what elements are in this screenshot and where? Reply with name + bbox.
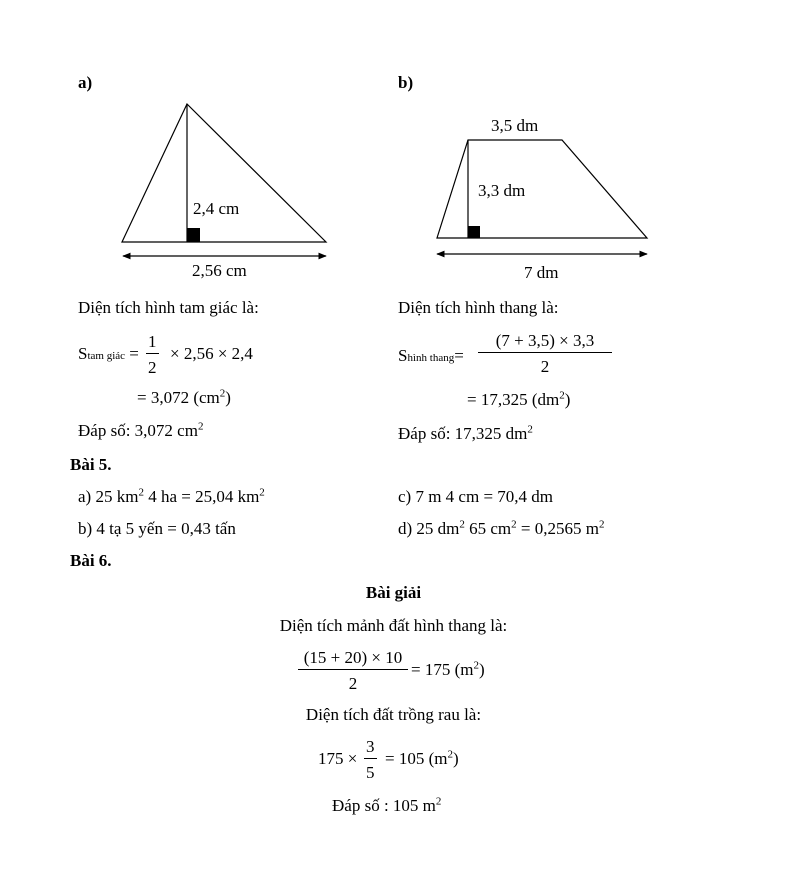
trapezoid-area-result [467, 391, 570, 408]
fraction-numerator: (7 + 3,5) × 3,3 [495, 331, 595, 350]
result-superscript: 2 [447, 748, 453, 761]
trapezoid-top-label: 3,5 dm [491, 116, 539, 135]
fraction-denominator: 2 [298, 669, 408, 692]
solution-fraction-1 [298, 649, 408, 692]
item-text: 4 ha = 25,04 km [143, 487, 260, 506]
item-superscript: 2 [138, 486, 144, 499]
result-text: = 17,325 (dm [467, 390, 560, 409]
result-superscript: 2 [473, 659, 479, 672]
result-text: = 3,072 (cm [137, 388, 220, 407]
formula-subscript: hình thang [407, 352, 455, 364]
item-superscript: 2 [259, 486, 265, 499]
triangle-formula-lhs [78, 345, 139, 362]
solution-result-2 [385, 750, 459, 767]
item-text: d) 25 dm [398, 519, 460, 538]
bai5-item-a [78, 488, 265, 505]
solution-fraction-2 [364, 738, 377, 781]
result-superscript: 2 [559, 389, 565, 402]
trapezoid-formula-lhs [398, 347, 464, 364]
triangle-answer [78, 422, 203, 439]
result-text: = 175 (m [411, 660, 474, 679]
triangle-figure [122, 104, 326, 256]
trapezoid-figure [437, 140, 647, 254]
result-close: ) [452, 749, 459, 768]
formula-equals: = [454, 346, 464, 365]
solution-line-2: Diện tích đất trồng rau là: [305, 705, 482, 724]
triangle-height-label: 2,4 cm [193, 199, 240, 218]
formula-equals: = [129, 344, 139, 363]
item-superscript: 2 [459, 518, 465, 531]
trapezoid-area-heading: Diện tích hình thang là: [398, 298, 559, 317]
part-a-label: a) [78, 73, 93, 92]
fraction-numerator: 1 [148, 332, 157, 351]
fraction-numerator: 3 [366, 737, 375, 756]
answer-text: Đáp số: 17,325 dm [398, 424, 528, 443]
fraction-denominator: 5 [364, 758, 377, 781]
result-close: ) [478, 660, 485, 679]
bai6-title: Bài 6. [70, 551, 112, 570]
item-superscript: 2 [598, 518, 605, 531]
result-superscript: 2 [219, 387, 226, 400]
solution-calc-2-pre: 175 × [318, 749, 358, 768]
fraction-denominator: 2 [146, 353, 159, 376]
item-text: a) 25 km [78, 487, 139, 506]
answer-text: Đáp số: 3,072 cm [78, 421, 198, 440]
item-superscript: 2 [511, 518, 517, 531]
fraction-denominator: 2 [478, 352, 612, 375]
triangle-base-label: 2,56 cm [192, 261, 247, 280]
trapezoid-formula-fraction [478, 332, 612, 375]
trapezoid-height-label: 3,3 dm [478, 181, 526, 200]
bai5-item-d [398, 520, 604, 537]
bai5-item-b: b) 4 tạ 5 yến = 0,43 tấn [78, 519, 236, 538]
formula-symbol: S [398, 346, 408, 365]
bai5-item-c: c) 7 m 4 cm = 70,4 dm [398, 487, 554, 506]
solution-line-1: Diện tích mảnh đất hình thang là: [279, 616, 508, 635]
result-close: ) [225, 388, 231, 407]
part-b-label: b) [398, 73, 414, 92]
solution-answer [332, 797, 441, 814]
result-close: ) [564, 390, 571, 409]
item-text: = 0,2565 m [516, 519, 599, 538]
answer-superscript: 2 [527, 423, 533, 436]
triangle-formula-rest: × 2,56 × 2,4 [170, 344, 253, 363]
trapezoid-right-angle-mark [468, 226, 480, 238]
answer-superscript: 2 [435, 795, 442, 808]
formula-subscript: tam giác [87, 350, 126, 362]
result-text: = 105 (m [385, 749, 448, 768]
fraction-numerator: (15 + 20) × 10 [303, 648, 403, 667]
trapezoid-base-label: 7 dm [524, 263, 559, 282]
triangle-formula-fraction [146, 333, 159, 376]
solution-result-1 [411, 661, 485, 678]
formula-symbol: S [78, 344, 88, 363]
triangle-area-heading: Diện tích hình tam giác là: [78, 298, 259, 317]
triangle-area-result [137, 389, 231, 406]
answer-text: Đáp số : 105 m [332, 796, 436, 815]
trapezoid-answer [398, 425, 533, 442]
triangle-right-angle-mark [187, 228, 200, 242]
bai5-title: Bài 5. [70, 455, 112, 474]
solution-title: Bài giải [365, 583, 422, 602]
answer-superscript: 2 [197, 420, 204, 433]
item-text: 65 cm [464, 519, 512, 538]
triangle-outline [122, 104, 326, 242]
